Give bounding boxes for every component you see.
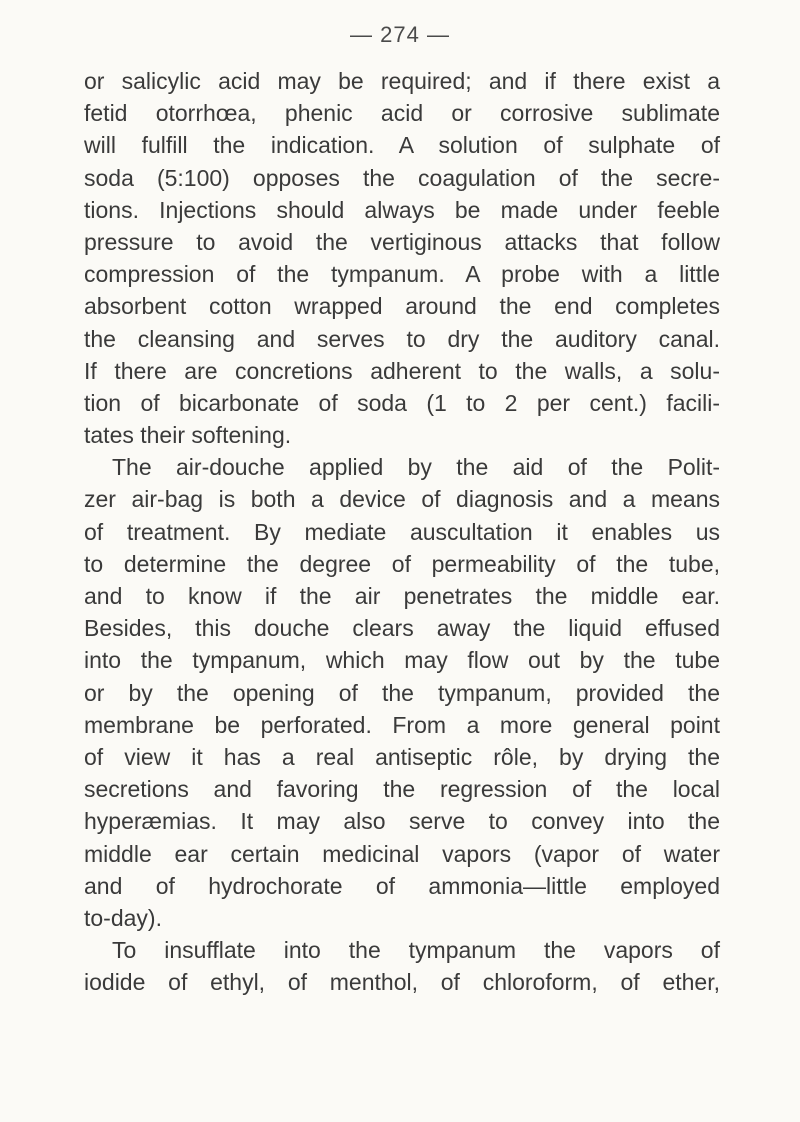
text-line: the cleansing and serves to dry the auditory canal. [84,325,720,352]
text-line: fetid otorrhœa, phenic acid or corrosive sublimate [84,100,720,127]
text-line: to determine the degree of permeability of the tube, [84,550,720,577]
text-line: iodide of ethyl, of menthol, of chloroform, of ether, [84,969,720,996]
text-line: of view it has a real antiseptic rôle, by drying the [84,743,720,770]
text-line: pressure to avoid the vertiginous attacks that follow [84,228,720,255]
text-line: of treatment. By mediate auscultation it enables us [84,518,720,545]
text-line: into the tympanum, which may flow out by the tube [84,647,720,674]
text-line: or salicylic acid may be required; and if there exist a [84,68,720,94]
text-line: or by the opening of the tympanum, provided the [84,679,720,706]
text-line: Besides, this douche clears away the liquid effused [84,615,720,642]
text-line-paragraph-start: To insufflate into the tympanum the vapors of [112,937,720,964]
text-line-paragraph-start: The air-douche applied by the aid of the Polit- [112,454,720,481]
text-line: tions. Injections should always be made under feeble [84,196,720,223]
text-line: and to know if the air penetrates the middle ear. [84,583,720,609]
text-line: If there are concretions adherent to the walls, a solu- [84,357,720,384]
text-line: middle ear certain medicinal vapors (vapor of water [84,840,720,867]
text-line: soda (5:100) opposes the coagulation of the secre- [84,164,720,191]
page-number: — 274 — [350,22,450,47]
text-line: zer air-bag is both a device of diagnosis and a means [84,486,720,513]
text-line: compression of the tympanum. A probe with a little [84,261,720,288]
text-line: will fulfill the indication. A solution of sulphate of [84,132,720,159]
text-line: secretions and favoring the regression of the local [84,776,720,803]
text-line-paragraph-end: tates their softening. [84,422,292,449]
text-line: membrane be perforated. From a more general point [84,711,720,738]
text-line: hyperæmias. It may also serve to convey into the [84,808,720,835]
text-line-paragraph-end: to-day). [84,904,162,931]
text-line: absorbent cotton wrapped around the end completes [84,293,720,320]
text-line: tion of bicarbonate of soda (1 to 2 per cent.) facili- [84,389,720,416]
text-line: and of hydrochorate of ammonia—little employed [84,872,720,899]
body-text [84,65,720,998]
